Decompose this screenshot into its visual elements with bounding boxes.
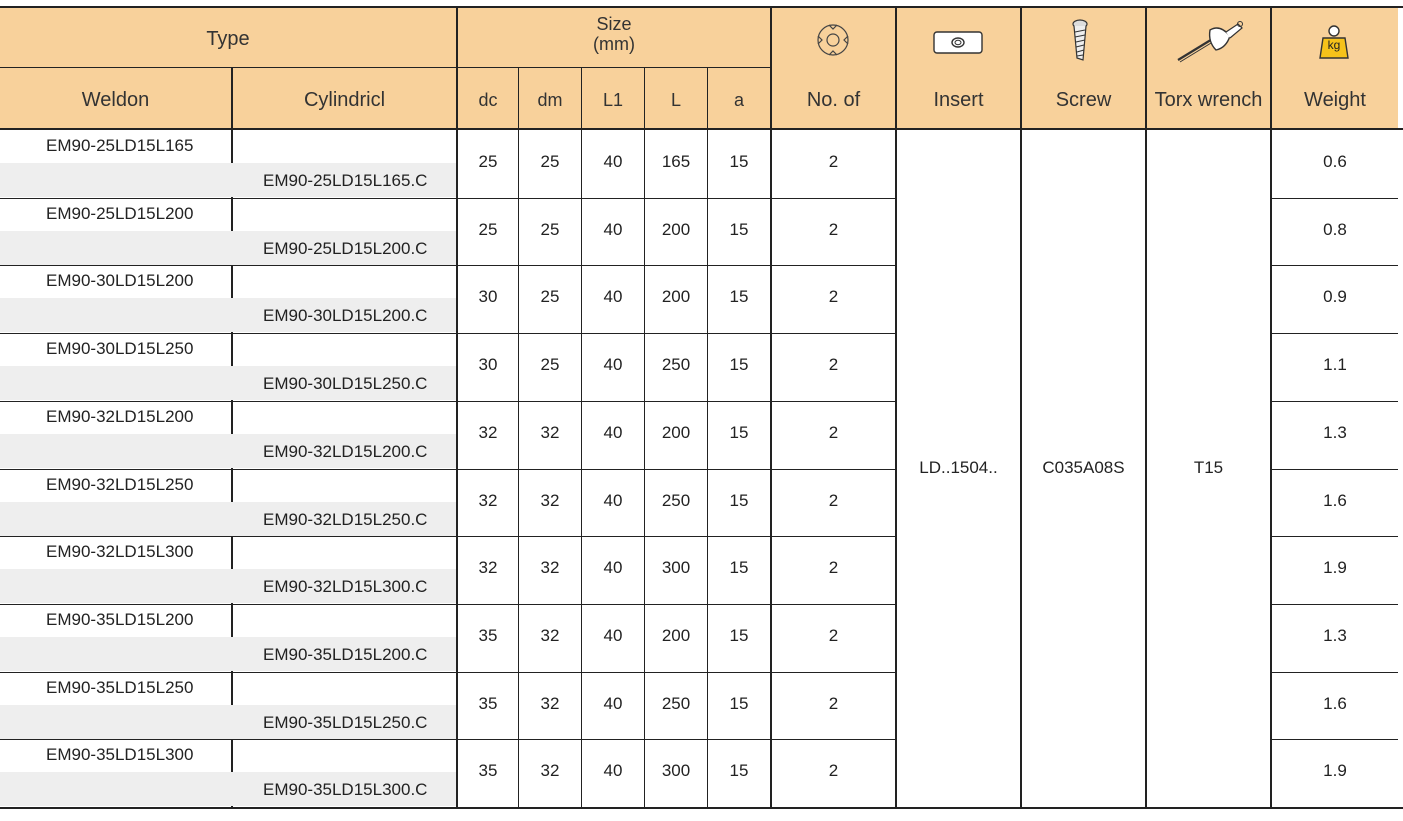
cylindrical-code: EM90-32LD15L300.C [263,577,428,596]
no-value: 2 [828,558,839,577]
l1-value: 40 [603,694,623,713]
cutter-teeth-icon [809,22,857,58]
size-header: Size [596,14,632,34]
weldon-code: EM90-32LD15L250 [46,475,194,494]
weight-value: 1.9 [1323,558,1347,577]
weldon-code: EM90-35LD15L300 [46,745,194,764]
no-value: 2 [828,694,839,713]
a-value: 15 [729,761,749,780]
no-value: 2 [828,152,839,171]
l1-header: L1 [602,90,624,110]
a-value: 15 [729,558,749,577]
l-header: L [670,90,681,110]
weldon-code: EM90-25LD15L200 [46,204,194,223]
cylindrical-code: EM90-32LD15L250.C [263,510,428,529]
row-separator [1270,198,1398,199]
cylindrical-code: EM90-32LD15L200.C [263,442,428,461]
l-value: 200 [661,220,691,239]
dm-value: 32 [540,761,560,780]
a-value: 15 [729,152,749,171]
l-value: 200 [661,626,691,645]
a-value: 15 [729,694,749,713]
row-separator [0,265,896,266]
row-separator [1270,265,1398,266]
no-of-header: No. of [806,89,861,111]
bottom-rule [0,807,1403,809]
header-mid-line [0,67,771,68]
a-value: 15 [729,491,749,510]
l1-value: 40 [603,287,623,306]
l-value: 250 [661,491,691,510]
l1-value: 40 [603,152,623,171]
row-separator [0,198,896,199]
weldon-header: Weldon [81,89,150,111]
cylindrical-code: EM90-35LD15L250.C [263,713,428,732]
row-separator [1270,604,1398,605]
insert-header: Insert [933,89,984,111]
size-unit: (mm) [593,34,635,54]
cylindrical-code: EM90-35LD15L200.C [263,645,428,664]
weight-value: 1.3 [1323,423,1347,442]
cylindrical-header: Cylindricl [303,89,386,111]
dc-value: 30 [478,287,498,306]
weldon-code: EM90-25LD15L165 [46,136,194,155]
dm-header: dm [537,90,563,110]
l1-value: 40 [603,355,623,374]
row-separator [0,604,896,605]
no-value: 2 [828,287,839,306]
no-value: 2 [828,220,839,239]
row-separator [0,536,896,537]
dc-value: 32 [478,423,498,442]
dc-value: 35 [478,626,498,645]
dc-value: 32 [478,558,498,577]
dm-value: 25 [540,355,560,374]
torx-header: Torx wrench [1154,89,1263,111]
dm-value: 32 [540,558,560,577]
l1-value: 40 [603,491,623,510]
cylindrical-code: EM90-35LD15L300.C [263,780,428,799]
row-separator [0,333,896,334]
a-value: 15 [729,220,749,239]
dm-value: 32 [540,423,560,442]
dm-value: 25 [540,220,560,239]
l1-value: 40 [603,423,623,442]
insert-icon [932,30,984,56]
weldon-code: EM90-30LD15L250 [46,339,194,358]
cylindrical-code: EM90-25LD15L200.C [263,239,428,258]
a-value: 15 [729,355,749,374]
row-separator [0,672,896,673]
l-value: 165 [661,152,691,171]
weight-value: 1.1 [1323,355,1347,374]
l1-value: 40 [603,761,623,780]
row-separator [1270,672,1398,673]
weldon-code: EM90-35LD15L250 [46,678,194,697]
weight-value: 1.9 [1323,761,1347,780]
row-separator [0,739,896,740]
dm-value: 32 [540,491,560,510]
cylindrical-code: EM90-25LD15L165.C [263,171,428,190]
insert-value: LD..1504.. [919,458,998,477]
weight-value: 1.3 [1323,626,1347,645]
dm-value: 25 [540,152,560,171]
weight-value: 0.6 [1323,152,1347,171]
l-value: 200 [661,423,691,442]
screw-value: C035A08S [1042,458,1125,477]
cylindrical-code: EM90-30LD15L200.C [263,306,428,325]
weight-value: 0.8 [1323,220,1347,239]
weldon-code: EM90-32LD15L300 [46,542,194,561]
type-header: Type [206,28,250,50]
torx-wrench-icon [1174,18,1246,64]
weldon-code: EM90-32LD15L200 [46,407,194,426]
l1-value: 40 [603,558,623,577]
row-separator [0,469,896,470]
weight-value: 0.9 [1323,287,1347,306]
row-separator [0,401,896,402]
row-separator [1270,536,1398,537]
no-value: 2 [828,423,839,442]
cylindrical-code: EM90-30LD15L250.C [263,374,428,393]
l-value: 300 [661,761,691,780]
dc-value: 25 [478,152,498,171]
weight-value: 1.6 [1323,491,1347,510]
dc-header: dc [478,90,498,110]
a-value: 15 [729,423,749,442]
no-value: 2 [828,355,839,374]
dm-value: 32 [540,694,560,713]
weldon-code: EM90-35LD15L200 [46,610,194,629]
row-separator [1270,333,1398,334]
dm-value: 32 [540,626,560,645]
header-bottom-rule [0,128,1403,130]
screw-header: Screw [1055,89,1112,111]
row-separator [1270,739,1398,740]
weight-value: 1.6 [1323,694,1347,713]
dc-value: 32 [478,491,498,510]
a-header: a [733,90,744,110]
l1-value: 40 [603,220,623,239]
l-value: 250 [661,694,691,713]
row-separator [1270,469,1398,470]
torx-value: T15 [1193,458,1224,477]
no-value: 2 [828,491,839,510]
l1-value: 40 [603,626,623,645]
no-value: 2 [828,626,839,645]
dm-value: 25 [540,287,560,306]
dc-value: 35 [478,761,498,780]
dc-value: 25 [478,220,498,239]
dc-value: 35 [478,694,498,713]
no-value: 2 [828,761,839,780]
dc-value: 30 [478,355,498,374]
l-value: 300 [661,558,691,577]
kg-badge-label: kg [1327,38,1341,52]
top-rule [0,6,1403,8]
screw-icon [1068,18,1094,64]
l-value: 250 [661,355,691,374]
l-value: 200 [661,287,691,306]
row-separator [1270,401,1398,402]
a-value: 15 [729,626,749,645]
weight-header: Weight [1304,89,1366,111]
weldon-code: EM90-30LD15L200 [46,271,194,290]
a-value: 15 [729,287,749,306]
